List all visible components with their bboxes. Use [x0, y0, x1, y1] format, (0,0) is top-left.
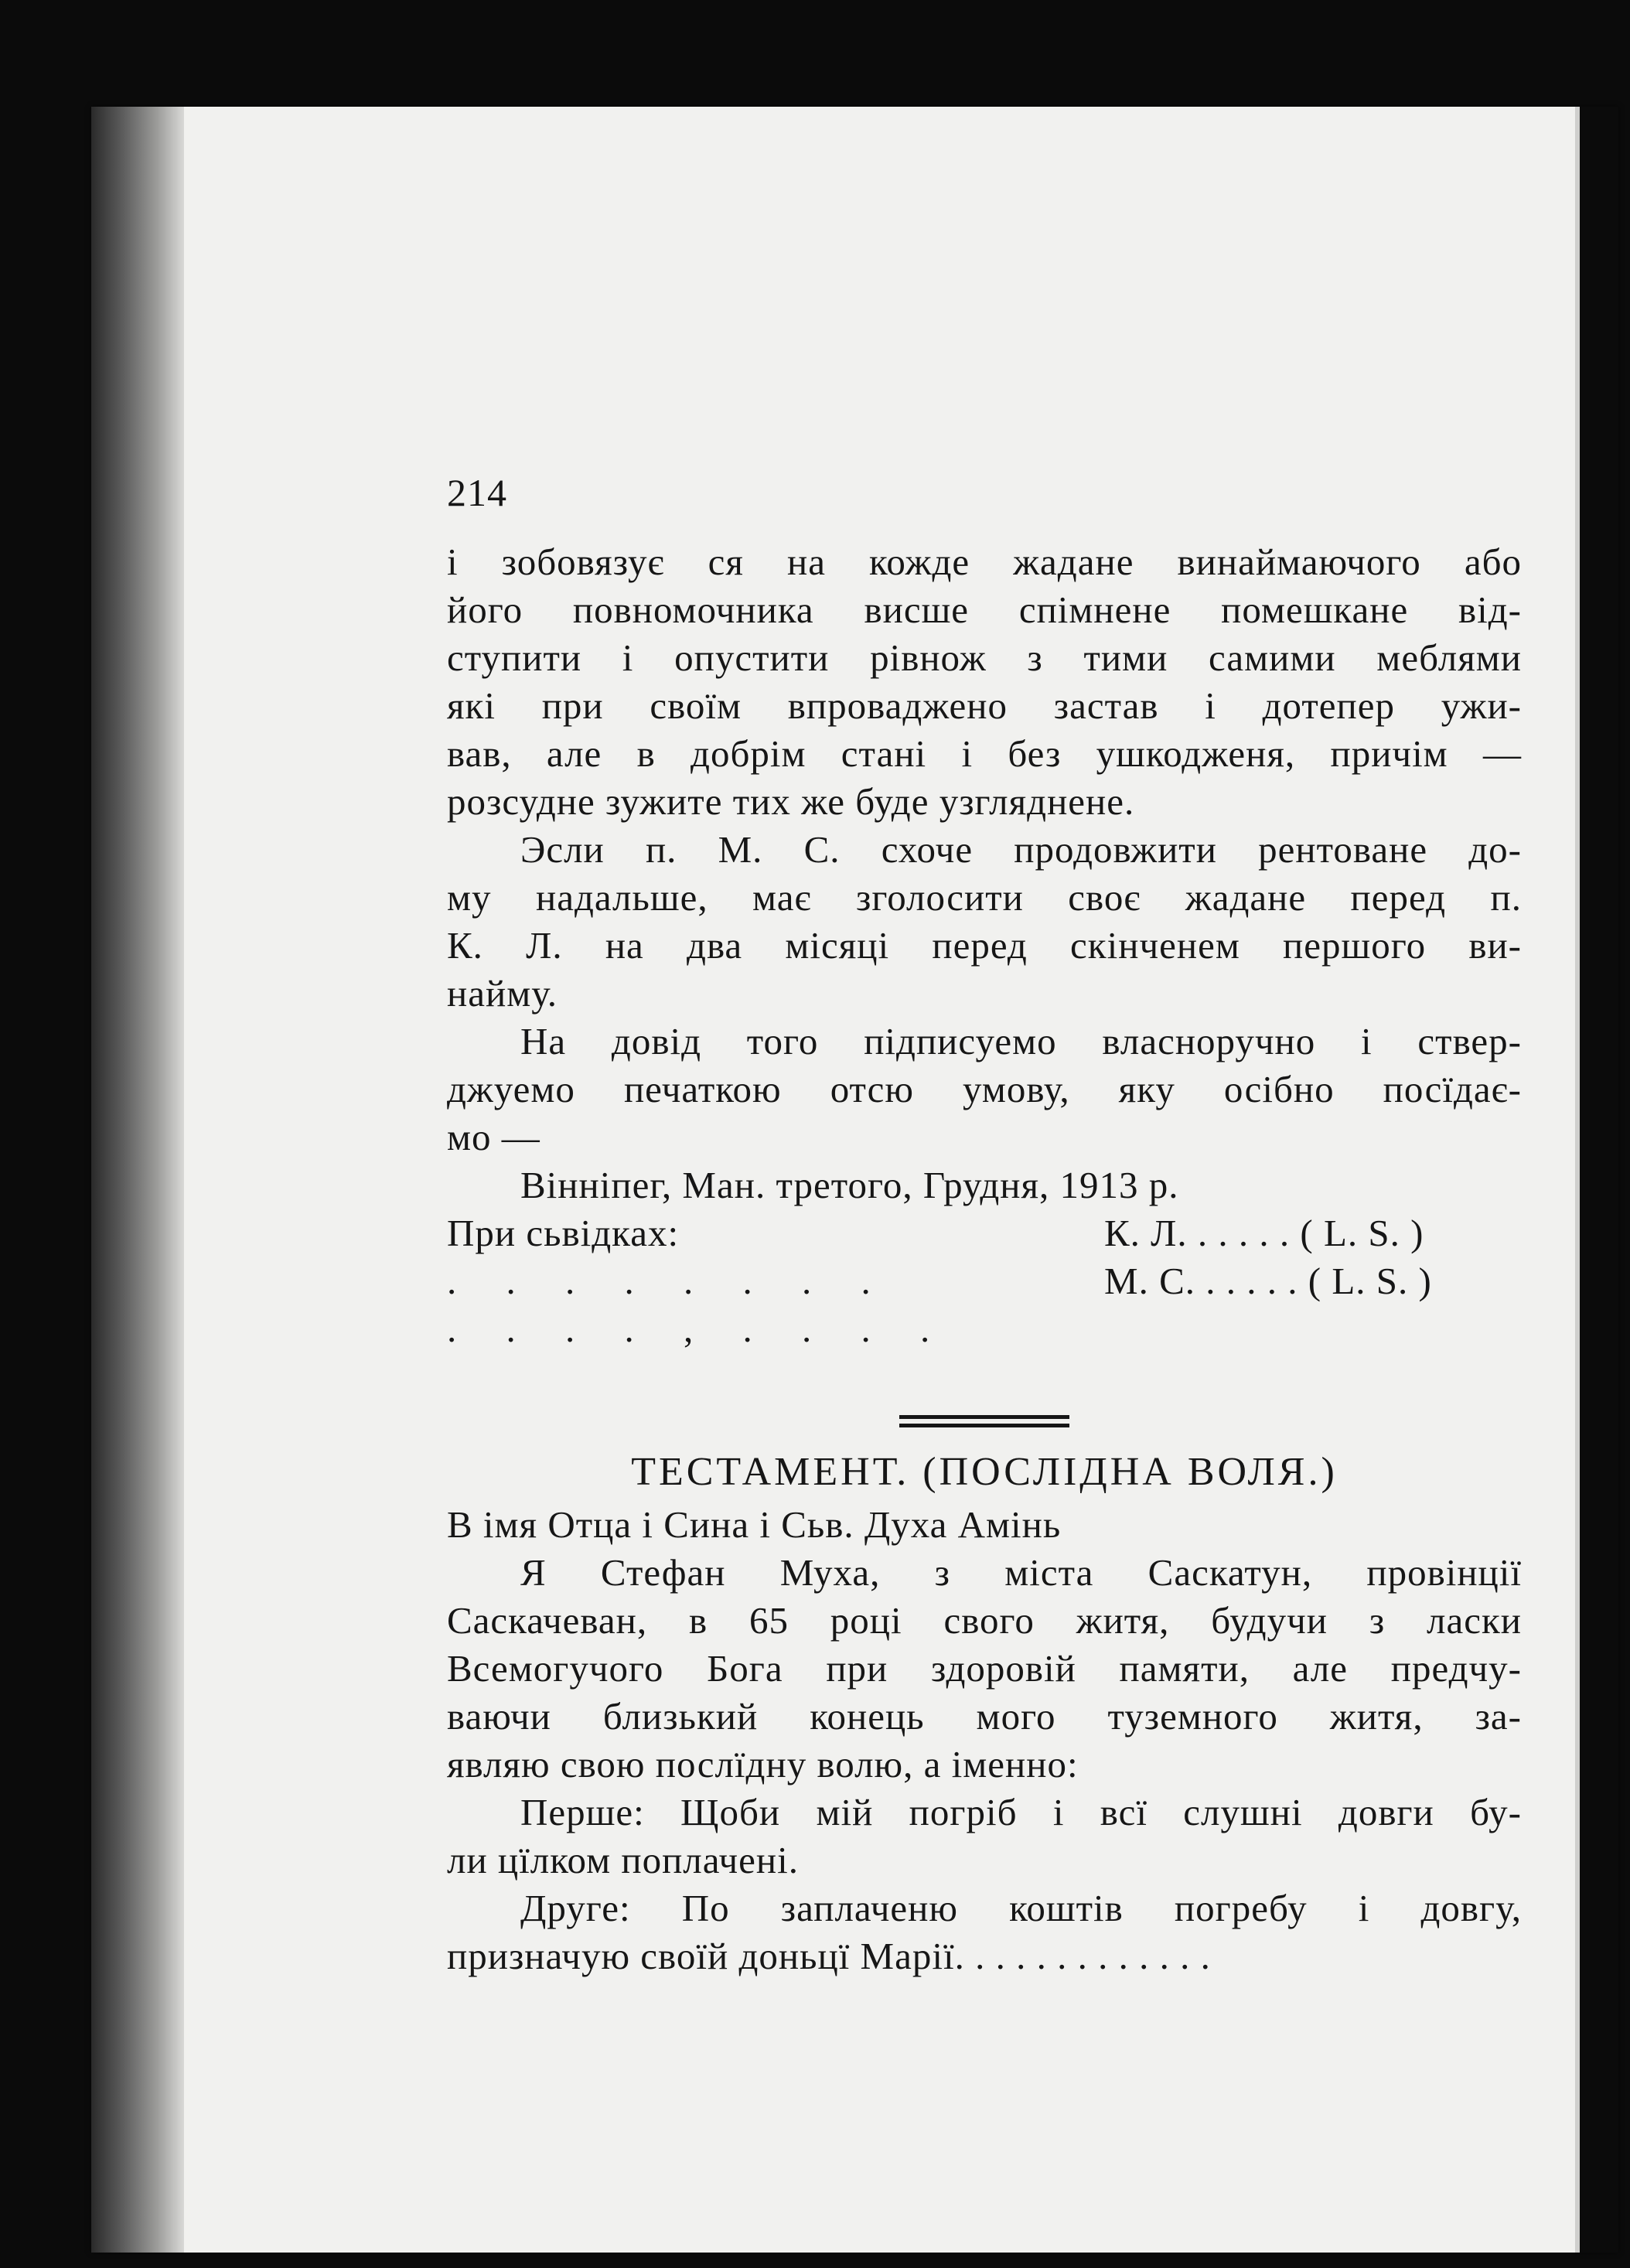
lease-paragraph-2 [447, 826, 1522, 1018]
place-date: Вінніпег, Ман. третого, Грудня, 1913 р. [520, 1164, 1179, 1206]
testament-invocation: В імя Отца і Сина і Сьв. Духа Амінь [447, 1503, 1062, 1546]
text-line: Друге: По заплаченю коштів погребу і довгу, [520, 1887, 1522, 1929]
text-line: Перше: Щоби мій погріб і всї слушні довги бу- [520, 1791, 1522, 1833]
scan-border [1580, 107, 1618, 2253]
text-line: ступити і опустити рівнож з тими самими меблями [447, 636, 1522, 679]
section-divider [899, 1415, 1069, 1427]
signature-row-1 [447, 1209, 1522, 1257]
text-line: розсудне зужите тих же буде узгляднене. [447, 780, 1135, 823]
text-line: Всемогучого Бога при здоровій памяти, але предчу- [447, 1647, 1522, 1690]
text-line: Я Стефан Муха, з міста Саскатун, провінції [520, 1551, 1522, 1594]
text-line: джуемо печаткою отсю умову, яку осібно посїдає- [447, 1068, 1522, 1110]
text-line: Эсли п. М. С. схоче продовжити рентоване до- [520, 828, 1522, 871]
text-line: являю свою послїдну волю, а іменно: [447, 1743, 1079, 1785]
text-line: мо — [447, 1116, 540, 1158]
text-line: му надальше, має зголосити своє жадане перед п. [447, 876, 1522, 919]
book-spine-shadow [91, 107, 184, 2253]
page-number: 214 [447, 471, 507, 514]
text-line: і зобовязує ся на кожде жадане винаймаючого або [447, 541, 1522, 583]
text-line: призначую своїй доньцї Марії. . . . . . . . . . . . . [447, 1935, 1211, 1977]
text-line: які при своїм впроваджено застав і дотепер ужи- [447, 684, 1522, 727]
text-line: ли цїлком поплачені. [447, 1839, 800, 1881]
book-page [91, 107, 1618, 2253]
text-line: вав, але в добрім стані і без ушкодженя, причім — [447, 732, 1522, 775]
testament-title: ТЕСТАМЕНТ. (ПОСЛІДНА ВОЛЯ.) [631, 1450, 1338, 1494]
text-line: його повномочника висше спімнене помешкане від- [447, 588, 1522, 631]
text-line: На довід того підписуемо власноручно і ствер- [520, 1020, 1522, 1062]
text-line: Саскачеван, в 65 році свого житя, будучи з ласки [447, 1599, 1522, 1642]
testament-paragraph-3 [447, 1884, 1522, 1980]
text-line: К. Л. на два місяці перед скінченем першого ви- [447, 924, 1522, 967]
witness-dots-1: . . . . . . . . [447, 1260, 891, 1302]
lease-paragraph-3 [447, 1018, 1522, 1161]
signature-row-3 [447, 1305, 1522, 1353]
testament-paragraph-2 [447, 1789, 1522, 1884]
witnesses-label: При сьвідках: [447, 1212, 680, 1254]
text-line: ваючи близький конець мого туземного житя, за- [447, 1695, 1522, 1738]
text-line: найму. [447, 972, 558, 1015]
signature-row-2 [447, 1257, 1522, 1305]
witness-dots-2: . . . . , . . . . [447, 1308, 950, 1350]
testament-paragraph-1 [447, 1549, 1522, 1789]
signature-m-s: М. С. . . . . . ( L. S. ) [1104, 1260, 1432, 1302]
signature-k-l: К. Л. . . . . . ( L. S. ) [1104, 1212, 1424, 1254]
page-text [447, 470, 1522, 1980]
lease-paragraph-1 [447, 538, 1522, 826]
